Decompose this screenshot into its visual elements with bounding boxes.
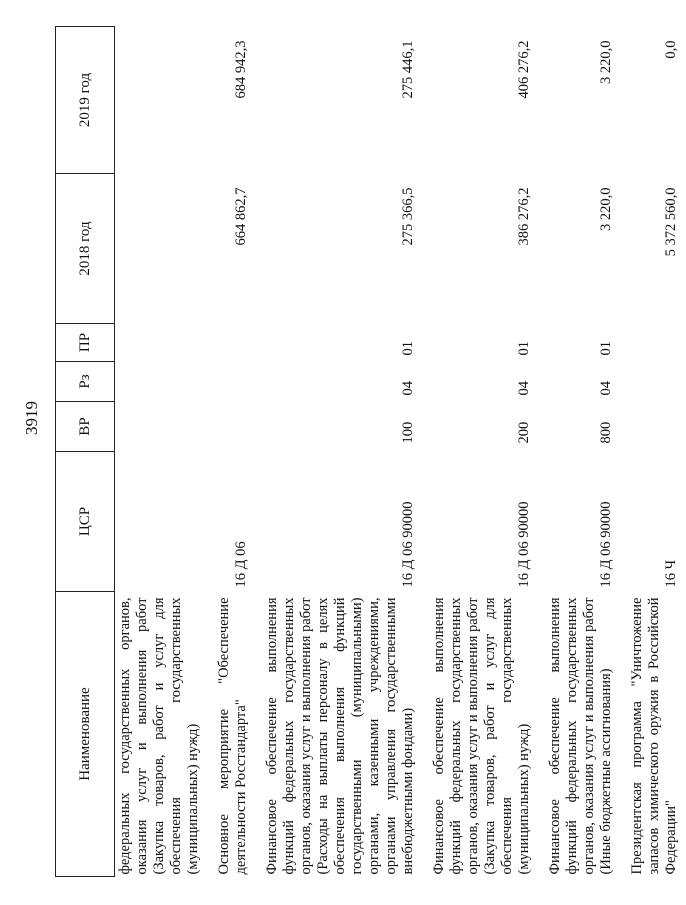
row-2018: 275 366,5 (400, 187, 416, 246)
row-2019: 3 220,0 (598, 40, 614, 84)
row-rz (115, 362, 209, 402)
budget-table (55, 26, 686, 877)
header-name: Наименование (56, 592, 115, 877)
header-2018: 2018 год (56, 174, 115, 324)
header-csr: ЦСР (56, 452, 115, 592)
row-csr: 16 Ч (663, 559, 679, 588)
row-name: Президентская программа "Уничтожение запасов химического оружия в Российской Федерации" (629, 597, 679, 875)
header-pr: ПР (56, 324, 115, 362)
header-2019: 2019 год (56, 27, 115, 174)
row-name: Финансовое обеспечение выполнения функций федеральных государственных органов, оказания услуг и выполнения работ (Расходы на выплаты персоналу в целях обеспечения выполнения функций государственными (муниципальными) органами, казенными учреждениями, органами управления государственными внебюджетными фондами) (264, 597, 416, 875)
row-rz (208, 362, 256, 402)
row-name: Финансовое обеспечение выполнения функций федеральных государственных органов, оказания услуг и выполнения работ (Закупка товаров, работ и услуг для обеспечения государственных (муниципальных) нужд) (431, 597, 532, 875)
row-vr: 200 (516, 421, 532, 444)
row-pr: 01 (516, 341, 532, 356)
row-csr: 16 Д 06 90000 (400, 501, 416, 588)
row-pr: 01 (598, 341, 614, 356)
row-rz: 04 (516, 381, 532, 396)
row-2019: 684 942,3 (233, 40, 249, 99)
row-2018: 3 220,0 (598, 187, 614, 231)
row-csr: 16 Д 06 90000 (516, 501, 532, 588)
row-2019: 0,0 (663, 40, 679, 59)
row-csr (115, 452, 209, 592)
row-rz: 04 (598, 381, 614, 396)
row-rz: 04 (400, 381, 416, 396)
table-row (539, 27, 621, 877)
table-row (115, 27, 209, 877)
rotated-page (24, 27, 679, 877)
row-2019: 406 276,2 (516, 40, 532, 99)
row-2018: 5 372 560,0 (663, 187, 679, 257)
row-rz (621, 362, 686, 402)
row-csr: 16 Д 06 (233, 541, 249, 588)
row-pr: 01 (400, 341, 416, 356)
row-vr (208, 402, 256, 452)
row-name: федеральных государственных органов, оказания услуг и выполнения работ (Закупка товаров, работ и услуг для обеспечения государственных (муниципальных) нужд) (117, 597, 201, 875)
page-number: 3919 (22, 401, 41, 435)
row-vr (621, 402, 686, 452)
row-vr: 800 (598, 421, 614, 444)
row-2018 (115, 174, 209, 324)
table-row (621, 27, 686, 877)
table-row (256, 27, 423, 877)
row-2019: 275 446,1 (400, 40, 416, 99)
row-vr: 100 (400, 421, 416, 444)
header-rz: Рз (56, 362, 115, 402)
table-row (423, 27, 539, 877)
row-name: Основное мероприятие "Обеспечение деятельности Росстандарта" (216, 597, 249, 875)
table-header-row (56, 27, 115, 877)
row-pr (621, 324, 686, 362)
row-2018: 386 276,2 (516, 187, 532, 246)
row-name: Финансовое обеспечение выполнения функций федеральных государственных органов, оказания услуг и выполнения работ (Иные бюджетные ассигнования) (547, 597, 614, 875)
row-pr (115, 324, 209, 362)
row-csr: 16 Д 06 90000 (598, 501, 614, 588)
row-2019 (115, 27, 209, 174)
row-pr (208, 324, 256, 362)
row-2018: 664 862,7 (233, 187, 249, 246)
header-vr: ВР (56, 402, 115, 452)
row-vr (115, 402, 209, 452)
table-row (208, 27, 256, 877)
